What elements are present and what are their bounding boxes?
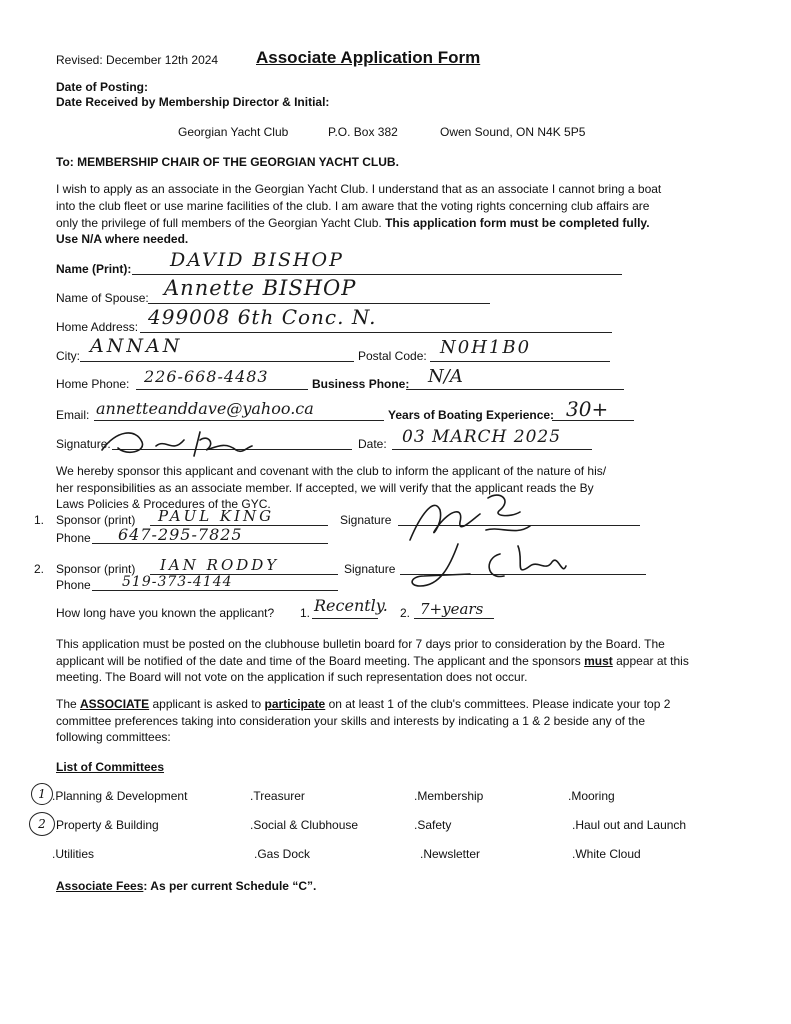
date-line xyxy=(392,449,592,450)
sponsor-1-signature-label: Signature xyxy=(340,513,392,527)
date-of-posting-label: Date of Posting: xyxy=(56,80,148,94)
committees-heading: List of Committees xyxy=(56,760,165,774)
committee-newsletter[interactable]: .Newsletter xyxy=(420,847,481,861)
email-value[interactable]: annetteanddave@yahoo.ca xyxy=(96,399,314,418)
applicant-signature-icon xyxy=(96,420,296,460)
date-value[interactable]: 03 MARCH 2025 xyxy=(402,427,562,447)
committee-white-cloud[interactable]: .White Cloud xyxy=(572,847,641,861)
date-received-label: Date Received by Membership Director & Initial: xyxy=(56,95,330,109)
associate-fees-label: Associate Fees xyxy=(56,879,144,893)
city-value[interactable]: ANNAN xyxy=(90,335,183,357)
sponsor-2-phone-line xyxy=(92,590,338,591)
associate-line-1 xyxy=(56,697,670,711)
committee-haul-out[interactable]: .Haul out and Launch xyxy=(572,818,687,832)
committee-membership[interactable]: .Membership xyxy=(414,789,484,803)
date-label: Date: xyxy=(358,437,387,451)
address-line xyxy=(140,332,612,333)
club-city: Owen Sound, ON N4K 5P5 xyxy=(440,125,586,139)
sponsor-statement-3: Laws Policies & Procedures of the GYC. xyxy=(56,497,271,511)
known-1-label: 1. xyxy=(300,606,311,620)
sponsor-1-name[interactable]: PAUL KING xyxy=(158,507,275,525)
intro-line-3 xyxy=(56,216,650,230)
known-1-value[interactable]: Recently. xyxy=(314,596,388,615)
sponsor-2-phone[interactable]: 519-373-4144 xyxy=(122,574,233,590)
known-question: How long have you known the applicant? xyxy=(56,606,275,620)
sponsor-statement-2: her responsibilities as an associate member. If accepted, we will verify that the applicant reads the By xyxy=(56,481,594,495)
business-phone-value[interactable]: N/A xyxy=(428,366,463,387)
sponsor-1-phone-label: Phone xyxy=(56,531,91,545)
associate-mid: applicant is asked to xyxy=(149,697,265,711)
known-1-line xyxy=(312,618,378,619)
known-2-value[interactable]: 7+years xyxy=(420,600,484,618)
sponsor-2-signature-label: Signature xyxy=(344,562,396,576)
address-value[interactable]: 499008 6th Conc. N. xyxy=(148,305,377,329)
notice-line-2-b: appear at this xyxy=(612,654,689,668)
to-line: To: MEMBERSHIP CHAIR OF THE GEORGIAN YACHT CLUB. xyxy=(56,155,399,169)
name-label: Name (Print): xyxy=(56,262,132,276)
intro-line-3-bold: This application form must be completed fully. xyxy=(385,216,650,230)
sponsor-1-print-label: Sponsor (print) xyxy=(56,513,136,527)
postal-code-label: Postal Code: xyxy=(358,349,427,363)
club-name: Georgian Yacht Club xyxy=(178,125,289,139)
associate-line-3: following committees: xyxy=(56,730,171,744)
signature-label: Signature: xyxy=(56,437,111,451)
name-value[interactable]: DAVID BISHOP xyxy=(170,249,344,271)
notice-line-2 xyxy=(56,654,689,668)
associate-fees xyxy=(56,879,316,893)
participate-word: participate xyxy=(264,697,326,711)
committee-planning[interactable]: .Planning & Development xyxy=(52,789,188,803)
committee-property[interactable]: Property & Building xyxy=(56,818,159,832)
form-title: Associate Application Form xyxy=(256,48,481,67)
associate-the: The xyxy=(56,697,81,711)
sponsor-2-number: 2. xyxy=(34,562,45,576)
sponsor-2-name[interactable]: IAN RODDY xyxy=(160,556,280,574)
business-phone-line xyxy=(406,389,624,390)
notice-line-1: This application must be posted on the clubhouse bulletin board for 7 days prior to consideration by the Board. The xyxy=(56,637,665,651)
notice-line-2-a: applicant will be notified of the date and time of the Board meeting. The applicant and the sponsors xyxy=(56,654,585,668)
intro-line-1: I wish to apply as an associate in the Georgian Yacht Club. I understand that as an associate I cannot bring a boat xyxy=(56,182,662,196)
choice-2-circle: 2 xyxy=(29,812,55,836)
home-phone-label: Home Phone: xyxy=(56,377,130,391)
associate-rest: on at least 1 of the club's committees. Please indicate your top 2 xyxy=(325,697,671,711)
spouse-label: Name of Spouse: xyxy=(56,291,149,305)
years-experience-value[interactable]: 30+ xyxy=(566,397,609,421)
business-phone-label: Business Phone: xyxy=(312,377,410,391)
sponsor-1-phone[interactable]: 647-295-7825 xyxy=(118,525,243,544)
club-po-box: P.O. Box 382 xyxy=(328,125,398,139)
committee-treasurer[interactable]: .Treasurer xyxy=(250,789,305,803)
choice-1-circle: 1 xyxy=(31,783,53,805)
address-label: Home Address: xyxy=(56,320,139,334)
known-2-line xyxy=(414,618,494,619)
notice-line-3: meeting. The Board will not vote on the application if such representation does not occur. xyxy=(56,670,528,684)
known-2-label: 2. xyxy=(400,606,411,620)
home-phone-line xyxy=(136,389,308,390)
associate-fees-text: : As per current Schedule “C”. xyxy=(143,879,317,893)
intro-line-2: into the club fleet or use marine facilities of the club. I am aware that the voting rights concerning club affairs are xyxy=(56,199,650,213)
associate-word: ASSOCIATE xyxy=(80,697,150,711)
city-label: City: xyxy=(56,349,80,363)
associate-line-2: committee preferences taking into consideration your skills and interests by indicating a 1 & 2 beside any of the xyxy=(56,714,645,728)
notice-must: must xyxy=(584,654,613,668)
postal-code-line xyxy=(430,361,610,362)
committee-utilities[interactable]: .Utilities xyxy=(52,847,95,861)
years-experience-label: Years of Boating Experience: xyxy=(388,408,555,422)
name-line xyxy=(132,274,622,275)
sponsor-2-print-label: Sponsor (print) xyxy=(56,562,136,576)
email-label: Email: xyxy=(56,408,90,422)
postal-code-value[interactable]: N0H1B0 xyxy=(440,337,532,358)
spouse-line xyxy=(148,303,490,304)
sponsor-2-signature-icon xyxy=(400,536,580,596)
home-phone-value[interactable]: 226-668-4483 xyxy=(144,367,269,386)
sponsor-1-number: 1. xyxy=(34,513,45,527)
spouse-value[interactable]: Annette BISHOP xyxy=(164,276,357,300)
committee-social[interactable]: .Social & Clubhouse xyxy=(250,818,359,832)
committee-gas-dock[interactable]: .Gas Dock xyxy=(254,847,311,861)
committee-safety[interactable]: .Safety xyxy=(414,818,452,832)
intro-line-4: Use N/A where needed. xyxy=(56,232,189,246)
city-line xyxy=(80,361,354,362)
sponsor-statement-1: We hereby sponsor this applicant and covenant with the club to inform the applicant of the nature of his/ xyxy=(56,464,607,478)
intro-line-3-text: only the privilege of full members of the Georgian Yacht Club. xyxy=(56,216,386,230)
revised-date: Revised: December 12th 2024 xyxy=(56,53,219,67)
committee-mooring[interactable]: .Mooring xyxy=(568,789,615,803)
sponsor-2-phone-label: Phone xyxy=(56,578,91,592)
